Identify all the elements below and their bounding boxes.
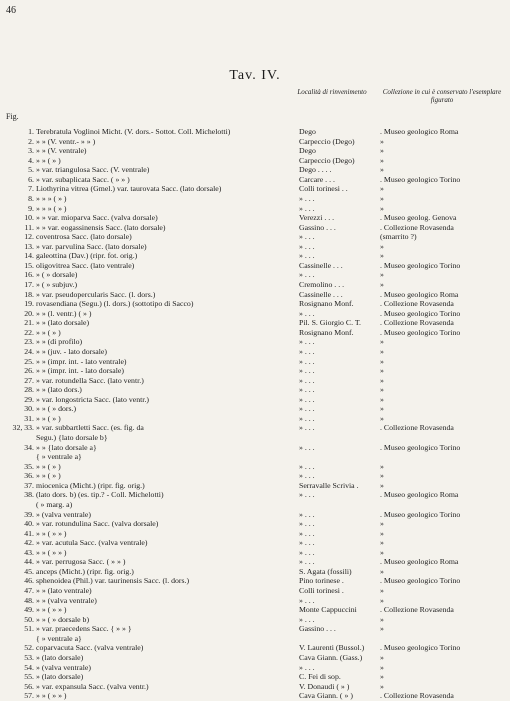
figure-list: [0, 127, 510, 701]
figure-number: 13.: [24, 241, 34, 251]
figure-locality: S. Agata (fossili): [299, 566, 352, 576]
figure-number: 53.: [24, 652, 34, 662]
figure-collection: . Collezione Rovasenda: [380, 299, 454, 309]
figure-collection: »: [380, 547, 384, 557]
figure-collection: »: [380, 165, 384, 175]
figure-description: { » ventrale a}: [36, 452, 82, 462]
figure-collection: »: [380, 528, 384, 538]
figure-collection: »: [380, 624, 384, 634]
figure-description: » var. expansula Sacc. (valva ventr.): [36, 681, 149, 691]
figure-locality: Verezzi . . .: [299, 213, 335, 223]
figure-locality: Carcare . . .: [299, 174, 335, 184]
figure-row: [0, 232, 510, 242]
figure-locality: Colli torinesi .: [299, 586, 344, 595]
figure-description: » » (impr. int. - lato ventrale): [36, 356, 127, 366]
figure-description: coventrosa Sacc. (lato dorsale): [36, 232, 132, 242]
figure-locality: » . . .: [299, 557, 315, 567]
figure-collection: . Collezione Rovasenda: [380, 691, 454, 701]
figure-number: 55.: [24, 672, 34, 682]
figure-description: » » ( » ): [36, 461, 61, 471]
figure-number: 38.: [24, 490, 34, 500]
figure-collection: . Museo geologico Torino: [380, 509, 461, 519]
figure-collection: . Collezione Rovasenda: [380, 605, 454, 615]
figure-row: [0, 452, 510, 462]
figure-row: [0, 596, 510, 606]
figure-number: 57.: [24, 691, 34, 701]
figure-number: 41.: [24, 528, 34, 538]
figure-row: [0, 414, 510, 424]
figure-locality: » . . .: [299, 595, 315, 605]
figure-row: [0, 691, 510, 701]
figure-number: 28.: [24, 385, 34, 395]
figure-number: 36.: [24, 471, 34, 481]
figure-row: [0, 223, 510, 233]
figure-description: » ( » subjuv.): [36, 280, 78, 289]
figure-locality: Carpeccio (Dego): [299, 136, 355, 146]
figure-number: 22.: [24, 327, 34, 337]
figure-locality: » . . .: [299, 375, 315, 385]
figure-collection: . Museo geologico Roma: [380, 490, 459, 500]
figure-collection: »: [380, 251, 384, 261]
figure-row: [0, 529, 510, 539]
figure-locality: » . . .: [299, 471, 315, 481]
figure-description: { » ventrale a}: [36, 633, 82, 643]
figure-description: » » var. mioparva Sacc. (valva dorsale): [36, 213, 158, 223]
figure-row: [0, 357, 510, 367]
figure-locality: Cassinelle . . .: [299, 289, 343, 299]
figure-row: [0, 328, 510, 338]
figure-number: 16.: [24, 270, 34, 280]
figure-description: » » » ( » ): [36, 193, 67, 203]
figure-description: rovasendiana (Segu.) (l. dors.) (sottotipo di Sacco): [36, 299, 194, 309]
figure-description: » var. rotundella Sacc. (lato ventr.): [36, 375, 144, 385]
figure-collection: »: [380, 184, 384, 194]
figure-locality: » . . .: [299, 547, 315, 557]
figure-collection: . Museo geologico Roma: [380, 127, 459, 136]
figure-row: [0, 557, 510, 567]
figure-description: sphenoidea (Phil.) var. taurinensis Sacc. (l. dors.): [36, 576, 190, 586]
figure-locality: V. Donaudi ( » ): [299, 681, 350, 691]
figure-locality: » . . .: [299, 232, 315, 242]
figure-row: [0, 165, 510, 175]
figure-row: [0, 385, 510, 395]
figure-collection: (smarrito ?): [380, 232, 417, 242]
figure-row: [0, 471, 510, 481]
figure-row: [0, 194, 510, 204]
figure-row: [0, 137, 510, 147]
figure-row: [0, 156, 510, 166]
figure-row: [0, 576, 510, 586]
figure-description: » (lato dorsale): [36, 652, 84, 662]
figure-row: [0, 404, 510, 414]
figure-description: oligovitrea Sacc. (lato ventrale): [36, 260, 135, 270]
figure-locality: Rosignano Monf.: [299, 327, 354, 337]
figure-row: [0, 462, 510, 472]
figure-collection: »: [380, 461, 384, 471]
figure-row: [0, 242, 510, 252]
figure-description: » » » ( » ): [36, 203, 67, 213]
figure-description: Terebratula Voglinoi Micht. (V. dors.- Sottot. Coll. Michelotti): [36, 127, 231, 136]
figure-number: 19.: [24, 299, 34, 309]
figure-row: [0, 443, 510, 453]
figure-row: [0, 347, 510, 357]
figure-collection: »: [380, 480, 384, 490]
figure-row: [0, 490, 510, 500]
figure-row: [0, 261, 510, 271]
figure-row: [0, 567, 510, 577]
figure-collection: »: [380, 146, 384, 156]
figure-description: » » (di profilo): [36, 337, 83, 347]
figure-locality: » . . .: [299, 442, 315, 452]
figure-number: 44.: [24, 557, 34, 567]
figure-description: » » ( » ): [36, 327, 61, 337]
figure-row: [0, 309, 510, 319]
figure-description: Segu.) {lato dorsale b}: [36, 433, 108, 442]
figure-description: » var. praecedens Sacc. { » » }: [36, 624, 132, 634]
figure-number: 39.: [24, 509, 34, 519]
figure-locality: » . . .: [299, 356, 315, 366]
figure-locality: » . . .: [299, 203, 315, 213]
figure-locality: Rosignano Monf.: [299, 299, 354, 309]
figure-description: » (valva ventrale): [36, 662, 91, 672]
figure-number: 11.: [24, 222, 34, 232]
figure-description: » » (lato dorsale): [36, 318, 90, 328]
figure-collection: . Museo geologico Torino: [380, 327, 461, 337]
figure-collection: . Collezione Rovasenda: [380, 423, 454, 433]
figure-number: 50.: [24, 614, 34, 624]
figure-collection: »: [380, 385, 384, 395]
figure-locality: C. Fei di sop.: [299, 672, 341, 682]
figure-collection: . Collezione Rovasenda: [380, 222, 454, 232]
figure-locality: Serravalle Scrivia .: [299, 480, 359, 490]
figure-collection: »: [380, 404, 384, 414]
figure-number: 25.: [24, 356, 34, 366]
figure-row: [0, 586, 510, 596]
figure-description: » ( » dorsale): [36, 270, 78, 280]
figure-locality: » . . .: [299, 270, 315, 280]
figure-collection: »: [380, 193, 384, 203]
fig-column-header: Fig.: [6, 112, 19, 121]
figure-description: » » (lato ventrale): [36, 586, 92, 595]
figure-locality: Cassinelle . . .: [299, 260, 343, 270]
figure-number: 45.: [24, 566, 34, 576]
figure-number: 40.: [24, 519, 34, 529]
figure-number: 18.: [24, 289, 34, 299]
figure-collection: »: [380, 136, 384, 146]
figure-locality: » . . .: [299, 251, 315, 261]
figure-number: 37.: [24, 480, 34, 490]
figure-number: 17.: [24, 280, 34, 289]
figure-row: [0, 500, 510, 510]
figure-row: [0, 290, 510, 300]
figure-description: » var. rotundulina Sacc. (valva dorsale): [36, 519, 159, 529]
figure-locality: » . . .: [299, 614, 315, 624]
figure-locality: » . . .: [299, 404, 315, 414]
figure-locality: Dego: [299, 146, 316, 156]
figure-row: [0, 682, 510, 692]
page-number: 46: [6, 5, 16, 16]
figure-locality: » . . .: [299, 528, 315, 538]
figure-locality: » . . .: [299, 385, 315, 395]
figure-collection: »: [380, 566, 384, 576]
figure-collection: »: [380, 471, 384, 481]
figure-locality: Colli torinesi . .: [299, 184, 348, 194]
figure-locality: » . . .: [299, 193, 315, 203]
figure-description: » » {lato dorsale a}: [36, 442, 97, 452]
figure-row: [0, 204, 510, 214]
figure-number: 52.: [24, 643, 34, 653]
figure-number: 21.: [24, 318, 34, 328]
figure-locality: Dego . . . .: [299, 165, 332, 175]
figure-row: [0, 548, 510, 558]
figure-description: » var. triangulosa Sacc. (V. ventrale): [36, 165, 150, 175]
figure-collection: »: [380, 662, 384, 672]
figure-number: 5.: [28, 165, 34, 175]
figure-collection: »: [380, 652, 384, 662]
figure-row: [0, 643, 510, 653]
figure-locality: Carpeccio (Dego): [299, 155, 355, 165]
figure-row: [0, 213, 510, 223]
figure-description: » var. pseudopercularis Sacc. (l. dors.): [36, 289, 156, 299]
figure-description: » var. perrugosa Sacc. ( » » ): [36, 557, 126, 567]
figure-locality: » . . .: [299, 337, 315, 347]
figure-number: 10.: [24, 213, 34, 223]
figure-row: [0, 634, 510, 644]
figure-locality: » . . .: [299, 366, 315, 376]
figure-collection: . Museo geolog. Genova: [380, 213, 457, 223]
figure-collection: »: [380, 337, 384, 347]
figure-number: 6.: [28, 174, 34, 184]
figure-description: coparvacuta Sacc. (valva ventrale): [36, 643, 144, 653]
figure-number: 1.: [28, 127, 34, 136]
figure-collection: . Museo geologico Torino: [380, 442, 461, 452]
figure-locality: Cava Giann. (Gass.): [299, 652, 363, 662]
figure-locality: » . . .: [299, 413, 315, 423]
figure-description: » » (V. ventr.- » » ): [36, 136, 96, 146]
figure-description: ( » marg. a): [36, 499, 73, 509]
figure-locality: Dego: [299, 127, 316, 136]
figure-collection: »: [380, 366, 384, 376]
figure-row: [0, 376, 510, 386]
plate-title: Tav. IV.: [229, 68, 281, 83]
figure-locality: » . . .: [299, 346, 315, 356]
figure-row: [0, 146, 510, 156]
figure-row: [0, 127, 510, 137]
figure-row: [0, 270, 510, 280]
figure-description: » var. longostricta Sacc. (lato ventr.): [36, 394, 150, 404]
figure-locality: Gassino . . .: [299, 624, 336, 634]
figure-number: 47.: [24, 586, 34, 595]
figure-locality: Cremolino . . .: [299, 280, 345, 289]
figure-collection: »: [380, 280, 384, 289]
figure-description: » » ( » dorsale b): [36, 614, 90, 624]
figure-collection: »: [380, 270, 384, 280]
figure-description: » » (V. ventrale): [36, 146, 87, 156]
figure-number: 56.: [24, 681, 34, 691]
figure-number: 32, 33.: [12, 423, 34, 433]
figure-description: » » ( » ): [36, 413, 61, 423]
figure-collection: . Museo geologico Torino: [380, 260, 461, 270]
figure-description: » » (juv. - lato dorsale): [36, 346, 107, 356]
figure-description: » » ( » » ): [36, 547, 67, 557]
figure-description: Liothyrina vitrea (Gmel.) var. taurovata Sacc. (lato dorsale): [36, 184, 222, 194]
figure-number: 3.: [28, 146, 34, 156]
figure-collection: . Museo geologico Torino: [380, 308, 461, 318]
figure-number: 7.: [28, 184, 34, 194]
figure-number: 51.: [24, 624, 34, 634]
figure-locality: » . . .: [299, 519, 315, 529]
figure-row: [0, 605, 510, 615]
figure-number: 46.: [24, 576, 34, 586]
figure-locality: Cava Giann. ( » ): [299, 691, 353, 701]
figure-number: 30.: [24, 404, 34, 414]
figure-description: » var. subaplicata Sacc. ( » » ): [36, 174, 130, 184]
figure-number: 4.: [28, 155, 34, 165]
figure-collection: »: [380, 356, 384, 366]
figure-collection: »: [380, 203, 384, 213]
figure-description: » var. acutula Sacc. (valva ventrale): [36, 538, 148, 548]
figure-row: [0, 366, 510, 376]
figure-collection: »: [380, 346, 384, 356]
figure-collection: . Collezione Rovasenda: [380, 318, 454, 328]
figure-locality: » . . .: [299, 490, 315, 500]
figure-number: 12.: [24, 232, 34, 242]
figure-row: [0, 519, 510, 529]
figure-row: [0, 538, 510, 548]
figure-collection: . Museo geologico Torino: [380, 576, 461, 586]
figure-collection: »: [380, 595, 384, 605]
locality-column-header: Località di rinvenimento: [297, 88, 367, 96]
figure-row: [0, 615, 510, 625]
figure-number: 31.: [24, 413, 34, 423]
figure-collection: »: [380, 538, 384, 548]
figure-locality: » . . .: [299, 461, 315, 471]
figure-number: 35.: [24, 461, 34, 471]
figure-number: 26.: [24, 366, 34, 376]
figure-collection: »: [380, 375, 384, 385]
figure-collection: »: [380, 586, 384, 595]
figure-locality: Gassino . . .: [299, 222, 336, 232]
figure-locality: » . . .: [299, 538, 315, 548]
figure-description: » » ( » ): [36, 471, 61, 481]
figure-collection: . Museo geologico Roma: [380, 289, 459, 299]
figure-description: (lato dors. b) (es. tip.? - Coll. Michelotti): [36, 490, 164, 500]
figure-collection: . Museo geologico Roma: [380, 557, 459, 567]
figure-description: » » ( » ): [36, 155, 61, 165]
figure-description: » » var. eogassinensis Sacc. (lato dorsale): [36, 222, 166, 232]
figure-collection: »: [380, 155, 384, 165]
figure-description: miocenica (Micht.) (ripr. fig. orig.): [36, 480, 145, 490]
figure-locality: » . . .: [299, 423, 315, 433]
figure-collection: »: [380, 614, 384, 624]
figure-number: 8.: [28, 193, 34, 203]
figure-locality: » . . .: [299, 308, 315, 318]
figure-row: [0, 175, 510, 185]
figure-description: » » (valva ventrale): [36, 595, 97, 605]
figure-locality: » . . .: [299, 662, 315, 672]
figure-description: » » (impr. int. - lato dorsale): [36, 366, 124, 376]
figure-description: » » ( » » ): [36, 691, 67, 701]
figure-number: 54.: [24, 662, 34, 672]
figure-number: 9.: [28, 203, 34, 213]
figure-number: 14.: [24, 251, 34, 261]
figure-number: 15.: [24, 260, 34, 270]
figure-number: 42.: [24, 538, 34, 548]
figure-description: » var. subbartletti Sacc. (es. fig. da: [36, 423, 144, 433]
figure-row: [0, 510, 510, 520]
figure-number: 2.: [28, 136, 34, 146]
figure-number: 23.: [24, 337, 34, 347]
figure-row: [0, 653, 510, 663]
figure-locality: » . . .: [299, 394, 315, 404]
figure-collection: »: [380, 519, 384, 529]
figure-description: » » ( » » ): [36, 528, 67, 538]
figure-row: [0, 395, 510, 405]
figure-number: 24.: [24, 346, 34, 356]
figure-collection: »: [380, 413, 384, 423]
figure-row: [0, 433, 510, 443]
figure-collection: »: [380, 672, 384, 682]
figure-number: 48.: [24, 595, 34, 605]
figure-description: galeottina (Dav.) (ripr. fot. orig.): [36, 251, 138, 261]
figure-row: [0, 337, 510, 347]
figure-collection: »: [380, 681, 384, 691]
figure-description: » » ( » » ): [36, 605, 67, 615]
figure-number: 43.: [24, 547, 34, 557]
figure-locality: V. Laurenti (Bussol.): [299, 643, 365, 653]
figure-number: 20.: [24, 308, 34, 318]
figure-number: 34.: [24, 442, 34, 452]
figure-description: anceps (Micht.) (ripr. fig. orig.): [36, 566, 134, 576]
figure-locality: Pino torinese .: [299, 576, 344, 586]
figure-description: » » ( » dors.): [36, 404, 77, 414]
figure-row: [0, 184, 510, 194]
figure-collection: »: [380, 241, 384, 251]
figure-locality: Monte Cappuccini: [299, 605, 357, 615]
figure-description: » » (lato dors.): [36, 385, 82, 395]
figure-row: [0, 280, 510, 290]
figure-row: [0, 318, 510, 328]
figure-row: [0, 663, 510, 673]
figure-row: [0, 251, 510, 261]
figure-collection: . Museo geologico Torino: [380, 174, 461, 184]
figure-locality: » . . .: [299, 241, 315, 251]
figure-description: » (lato dorsale): [36, 672, 84, 682]
figure-collection: . Museo geologico Torino: [380, 643, 461, 653]
figure-number: 27.: [24, 375, 34, 385]
figure-locality: » . . .: [299, 509, 315, 519]
figure-row: [0, 423, 510, 433]
figure-number: 49.: [24, 605, 34, 615]
figure-number: 29.: [24, 394, 34, 404]
figure-description: » (valva ventrale): [36, 509, 91, 519]
collection-column-header: Collezione in cui è conservato l'esemplare figurato: [382, 88, 502, 104]
figure-locality: Pil. S. Giorgio C. T.: [299, 318, 361, 328]
figure-description: » » (l. ventr.) ( » ): [36, 308, 92, 318]
figure-description: » var. parvulina Sacc. (lato dorsale): [36, 241, 147, 251]
figure-row: [0, 672, 510, 682]
figure-row: [0, 299, 510, 309]
figure-collection: »: [380, 394, 384, 404]
figure-row: [0, 624, 510, 634]
figure-row: [0, 481, 510, 491]
